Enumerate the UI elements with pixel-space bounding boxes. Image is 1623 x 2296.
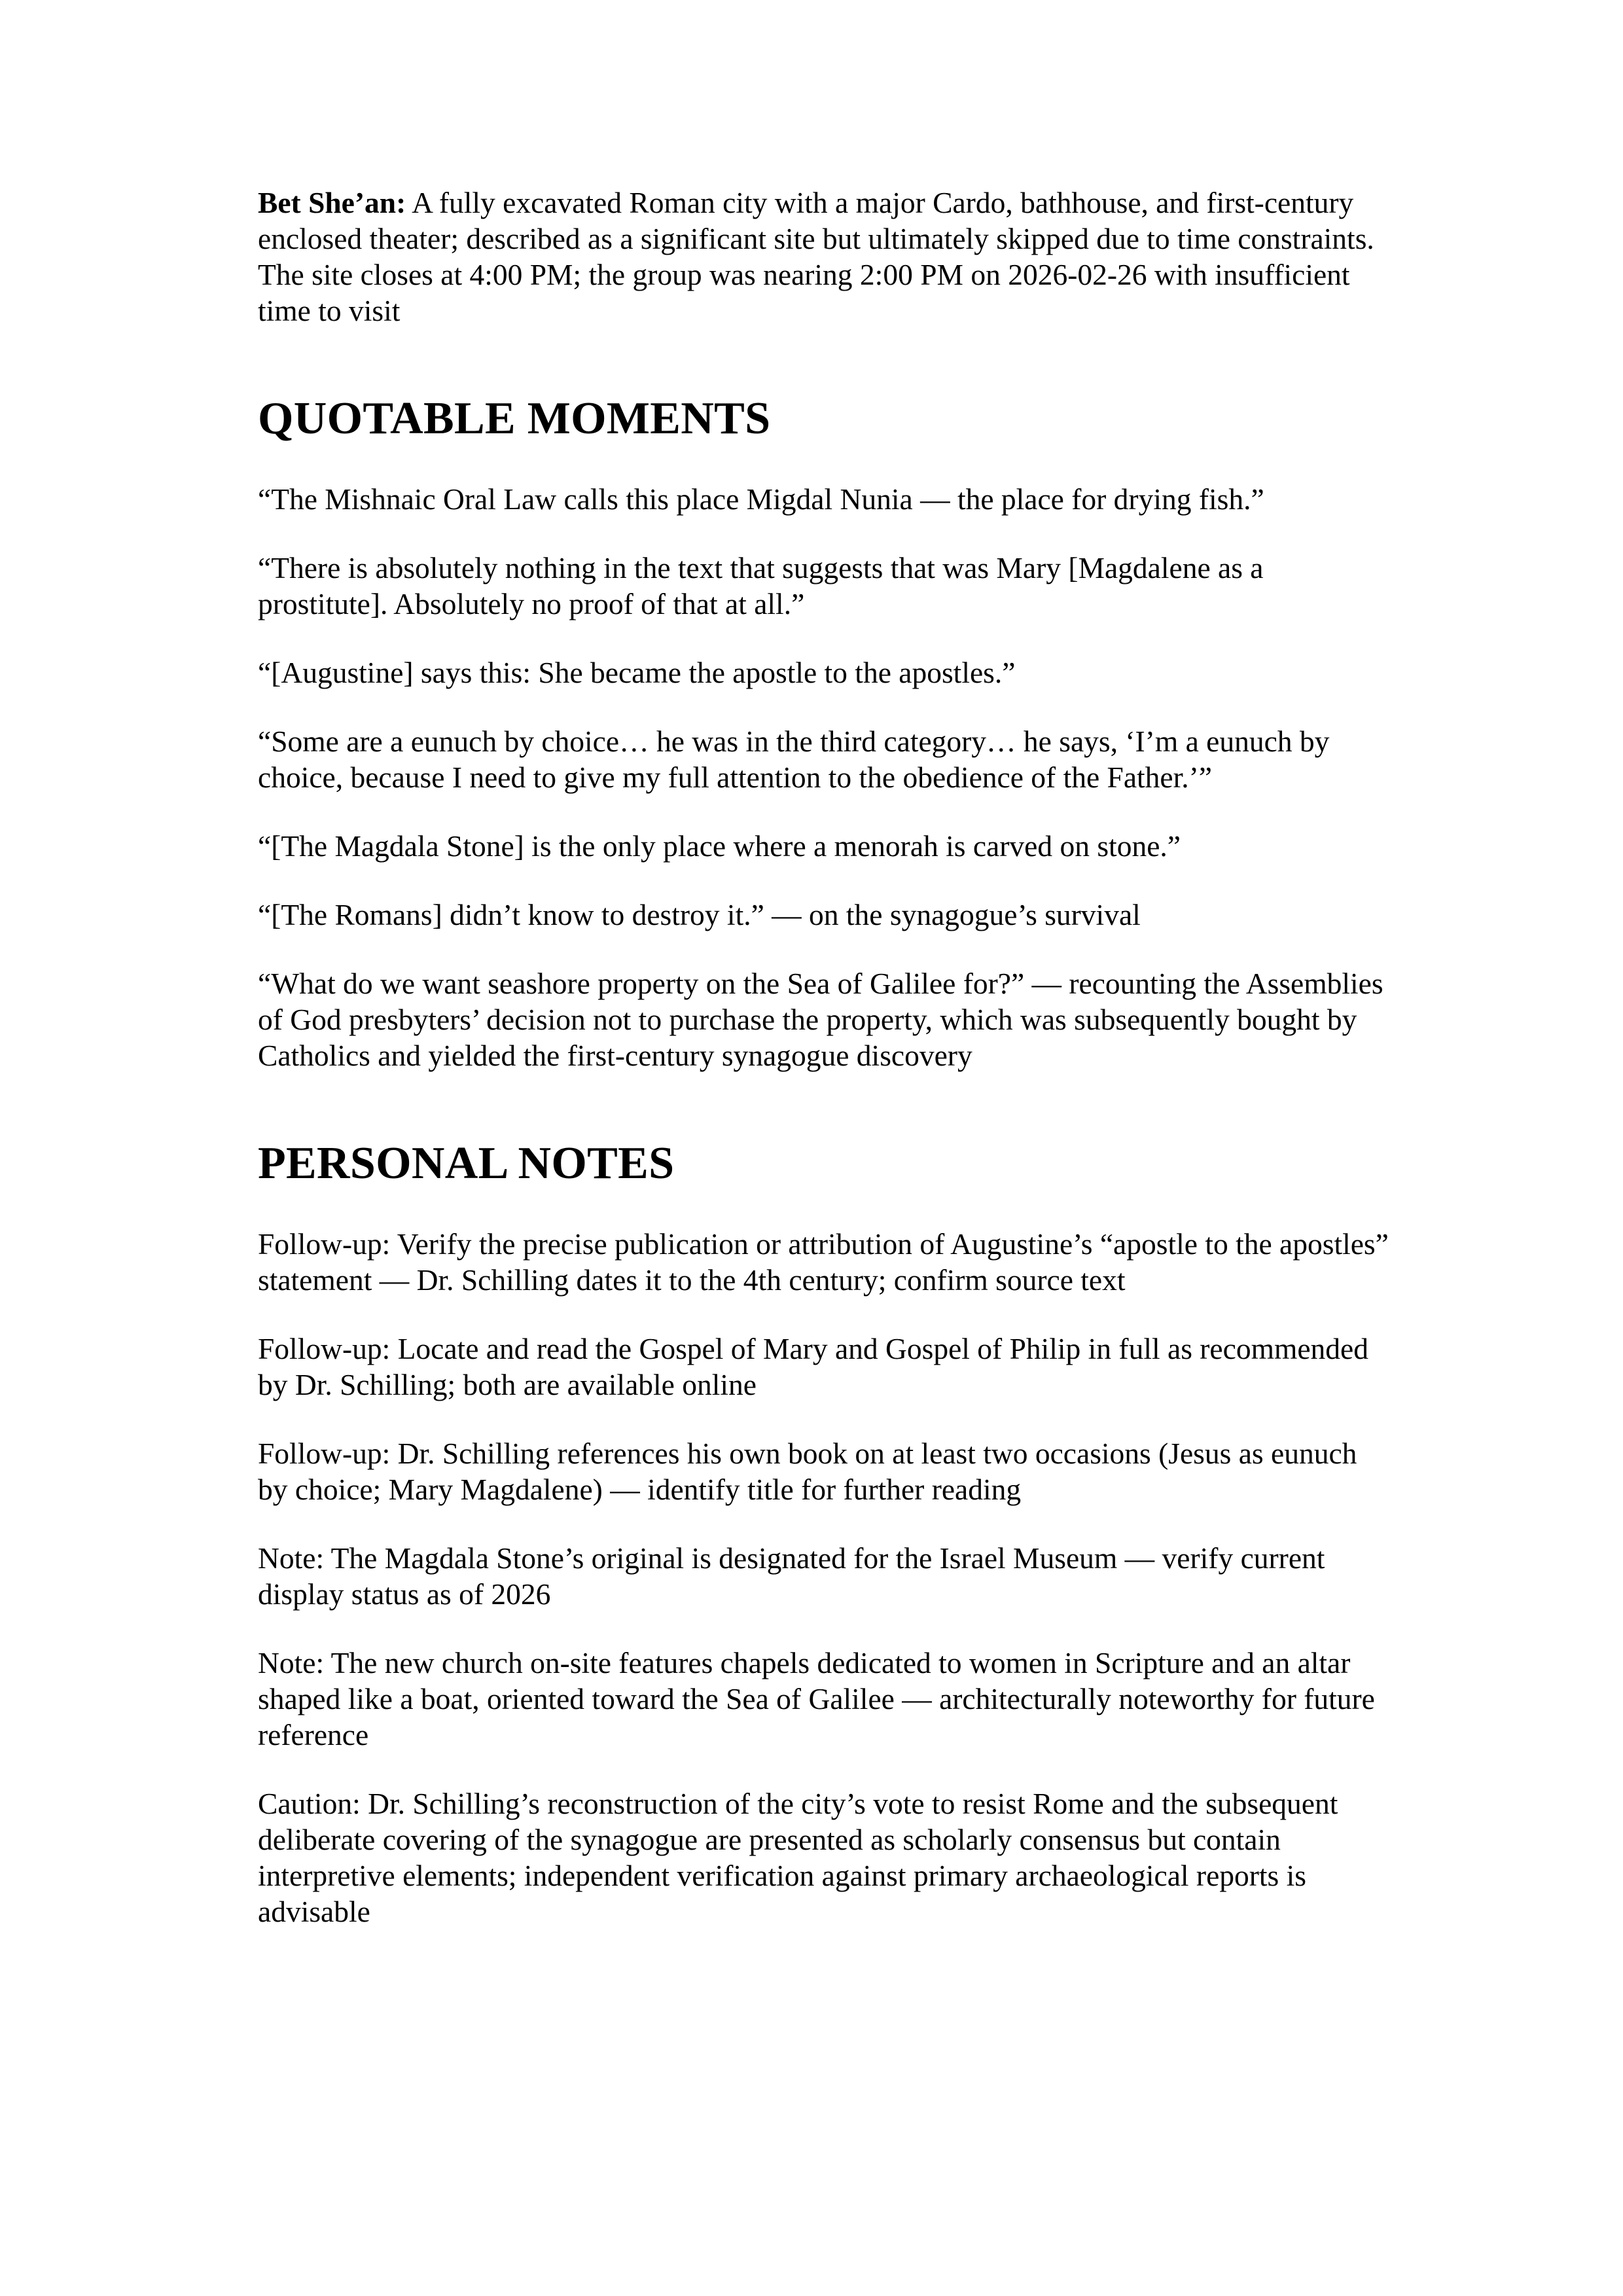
note-item: Caution: Dr. Schilling’s reconstruction of the city’s vote to resist Rome and the subsequent deliberate covering of the synagogue are presented as scholarly consensus but contain interpretive elements; independent verification against primary archaeological reports is advisable — [258, 1787, 1338, 1928]
quote-item: “There is absolutely nothing in the text that suggests that was Mary [Magdalene as a prostitute]. Absolutely no proof of that at all.” — [258, 551, 1264, 620]
quote-item: “The Mishnaic Oral Law calls this place Migdal Nunia — the place for drying fish.” — [258, 482, 1264, 516]
note-item: Follow-up: Dr. Schilling references his own book on at least two occasions (Jesus as eunuch by choice; Mary Magdalene) — identify title for further reading — [258, 1437, 1357, 1506]
quote-item: “[The Magdala Stone] is the only place where a menorah is carved on stone.” — [258, 829, 1181, 863]
site-entry-text: A fully excavated Roman city with a major Cardo, bathhouse, and first-century enclosed theater; described as a significant site but ultimately skipped due to time constraints. The site closes at 4:00 PM; the group was nearing 2:00 PM on 2026-02-26 with insufficient time to visit — [258, 186, 1374, 327]
quote-item: “What do we want seashore property on the Sea of Galilee for?” — recounting the Assemblies of God presbyters’ decision not to purchase the property, which was subsequently bought by Catholics and yielded the first-century synagogue discovery — [258, 967, 1383, 1072]
personal-notes-heading: PERSONAL NOTES — [258, 1138, 675, 1189]
site-entry-label: Bet She’an: — [258, 186, 406, 219]
note-item: Follow-up: Verify the precise publication or attribution of Augustine’s “apostle to the apostles” statement — Dr. Schilling dates it to the 4th century; confirm source text — [258, 1227, 1389, 1297]
personal-notes-list — [258, 1226, 1390, 1929]
document-page — [258, 185, 1390, 1962]
quotable-moments-heading: QUOTABLE MOMENTS — [258, 393, 771, 444]
quote-item: “[Augustine] says this: She became the apostle to the apostles.” — [258, 656, 1016, 689]
quotable-moments-list — [258, 481, 1390, 1073]
site-entry-bet-shean — [258, 185, 1390, 329]
note-item: Note: The new church on-site features chapels dedicated to women in Scripture and an altar shaped like a boat, oriented toward the Sea of Galilee — architecturally noteworthy for future reference — [258, 1646, 1375, 1751]
note-item: Follow-up: Locate and read the Gospel of Mary and Gospel of Philip in full as recommended by Dr. Schilling; both are available online — [258, 1332, 1368, 1401]
quote-item: “[The Romans] didn’t know to destroy it.” — on the synagogue’s survival — [258, 898, 1141, 931]
note-item: Note: The Magdala Stone’s original is designated for the Israel Museum — verify current display status as of 2026 — [258, 1541, 1325, 1611]
quote-item: “Some are a eunuch by choice… he was in the third category… he says, ‘I’m a eunuch by choice, because I need to give my full attention to the obedience of the Father.’” — [258, 725, 1330, 794]
